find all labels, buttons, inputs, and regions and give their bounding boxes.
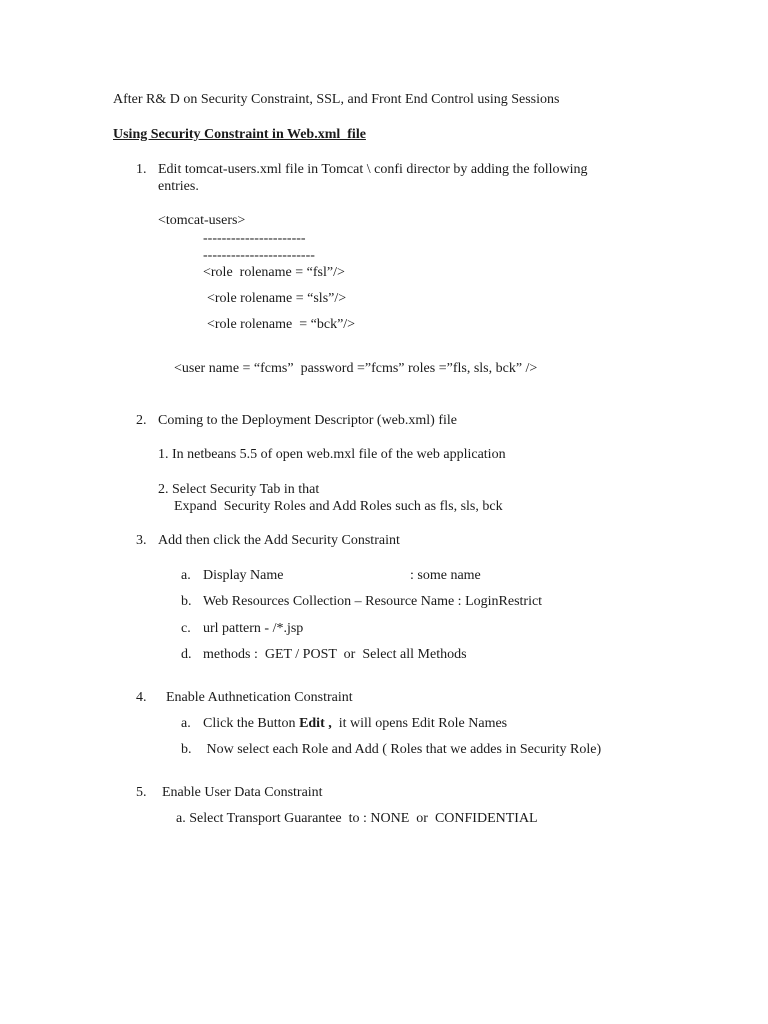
code-dash-line: ------------------------ (203, 248, 315, 263)
step-number: 4. (136, 690, 147, 705)
step-number: 3. (136, 533, 147, 548)
step5-sub: a. Select Transport Guarantee to : NONE or CONFIDENTIAL (176, 811, 538, 826)
code-open-tag: <tomcat-users> (158, 213, 246, 228)
step3-text: Add then click the Add Security Constraint (158, 533, 400, 548)
intro-line: After R& D on Security Constraint, SSL, and Front End Control using Sessions (113, 92, 560, 107)
section-heading: Using Security Constraint in Web.xml file (113, 127, 366, 142)
code-role-line: <role rolename = “bck”/> (207, 317, 356, 332)
list-letter: c. (181, 621, 191, 636)
step1-text-line1: Edit tomcat-users.xml file in Tomcat \ confi director by adding the following (158, 162, 588, 177)
list-letter: a. (181, 568, 191, 583)
list-item-text (203, 715, 507, 732)
step2-sub2-line2: Expand Security Roles and Add Roles such as fls, sls, bck (174, 499, 503, 514)
step2-sub2-line1: 2. Select Security Tab in that (158, 482, 320, 497)
text-run: Click the Button (203, 716, 300, 731)
step-number: 1. (136, 162, 147, 177)
step1-text-line2: entries. (158, 179, 199, 194)
list-item-text: Now select each Role and Add ( Roles that we addes in Security Role) (203, 742, 602, 757)
step-number: 2. (136, 413, 147, 428)
list-item-text: Web Resources Collection – Resource Name : LoginRestrict (203, 594, 543, 609)
list-letter: b. (181, 742, 192, 757)
list-letter: d. (181, 647, 192, 662)
list-letter: a. (181, 716, 191, 731)
step-number: 5. (136, 785, 147, 800)
list-item-text: methods : GET / POST or Select all Methods (203, 647, 467, 662)
code-role-line: <role rolename = “sls”/> (207, 291, 347, 306)
bold-edit-text: Edit , (299, 716, 332, 731)
step5-text: Enable User Data Constraint (162, 785, 323, 800)
list-letter: b. (181, 594, 192, 609)
list-item-text: Display Name (203, 568, 284, 583)
list-item-value: : some name (410, 568, 481, 583)
step4-text: Enable Authnetication Constraint (166, 690, 353, 705)
code-role-line: <role rolename = “fsl”/> (203, 265, 345, 280)
text-run: it will opens Edit Role Names (331, 716, 508, 731)
code-user-line: <user name = “fcms” password =”fcms” roles =”fls, sls, bck” /> (174, 361, 538, 376)
code-dash-line: ---------------------- (203, 231, 306, 246)
list-item-text: url pattern - /*.jsp (203, 621, 304, 636)
step2-text: Coming to the Deployment Descriptor (web.xml) file (158, 413, 457, 428)
step2-sub1: 1. In netbeans 5.5 of open web.mxl file of the web application (158, 447, 506, 462)
